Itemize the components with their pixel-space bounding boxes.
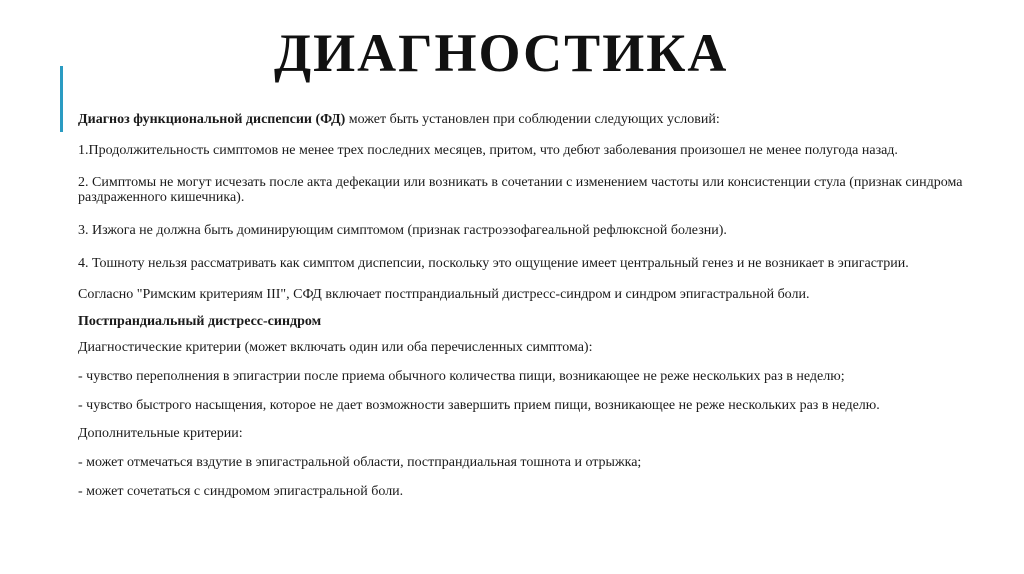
slide-content	[78, 112, 998, 499]
condition-2: 2. Симптомы не могут исчезать после акта дефекации или возникать в сочетании с изменением частоты или консистенции стула (признак синдрома раздраженного кишечника).	[78, 175, 963, 205]
condition-4: 4. Тошноту нельзя рассматривать как симптом диспепсии, поскольку это ощущение имеет центральный генез и не возникает в эпигастрии.	[78, 256, 909, 271]
criterion-1: - чувство переполнения в эпигастрии после приема обычного количества пищи, возникающее не реже нескольких раз в неделю;	[78, 369, 845, 384]
intro-bold-text: Диагноз функциональной диспепсии (ФД)	[78, 112, 346, 127]
additional-criterion-1: - может отмечаться вздутие в эпигастральной области, постпрандиальная тошнота и отрыжка;	[78, 455, 642, 470]
intro-paragraph	[78, 112, 998, 127]
intro-text: может быть установлен при соблюдении следующих условий:	[345, 112, 720, 127]
condition-3: 3. Изжога не должна быть доминирующим симптомом (признак гастроэзофагеальной рефлюксной болезни).	[78, 223, 727, 238]
accent-bar	[60, 66, 63, 132]
additional-criterion-2: - может сочетаться с синдромом эпигастральной боли.	[78, 484, 404, 499]
condition-1: 1.Продолжительность симптомов не менее трех последних месяцев, притом, что дебют заболевания произошел не менее полугода назад.	[78, 143, 898, 158]
additional-criteria-paragraph: Дополнительные критерии:	[78, 426, 243, 441]
criterion-2: - чувство быстрого насыщения, которое не дает возможности завершить прием пищи, возникающее не реже нескольких раз в неделю.	[78, 398, 880, 413]
diagnostic-criteria-paragraph: Диагностические критерии (может включать один или оба перечисленных симптома):	[78, 340, 593, 355]
rome-criteria-paragraph: Согласно "Римским критериям III", СФД включает постпрандиальный дистресс-синдром и синдром эпигастральной боли.	[78, 287, 810, 302]
pds-heading: Постпрандиальный дистресс-синдром	[78, 314, 322, 329]
slide-title: ДИАГНОСТИКА	[274, 23, 729, 83]
